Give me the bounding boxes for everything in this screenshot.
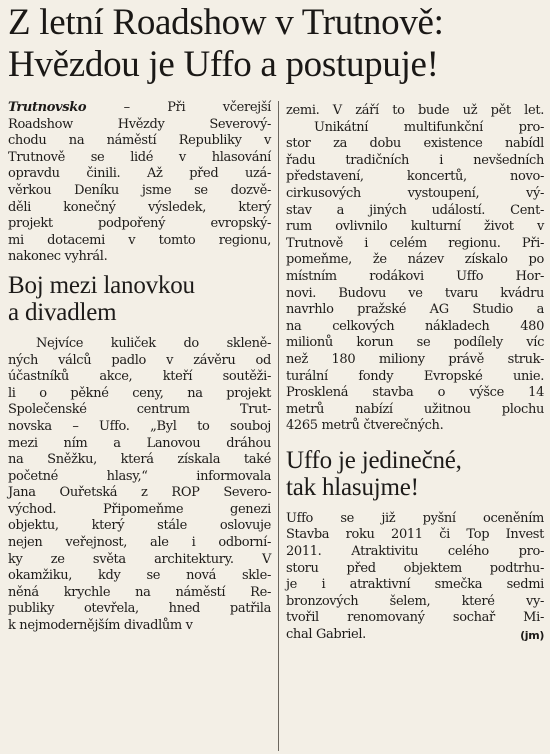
text-line: než 180 miliony právě struk- (286, 351, 544, 367)
text-line: bronzových šelem, které vy- (286, 593, 544, 609)
text-line: stav a jiných událostí. Cent- (286, 202, 544, 218)
left-column (8, 100, 271, 635)
text-line: chal Gabriel. (286, 627, 366, 643)
text-line-rest: – Při včerejší (86, 100, 271, 115)
text-line: metrů nabízí užitnou plochu (286, 401, 544, 417)
text-line: zemi. V září to bude už pět let. (286, 103, 544, 118)
text-line: turální fondy Evropské unie. (286, 368, 544, 384)
headline-line-1: Z letní Roadshow v Trutnově: (8, 2, 444, 43)
text-line: Společenské centrum Trut- (8, 402, 271, 418)
right-column (286, 103, 544, 644)
text-line: něná krychle na náměstí Re- (8, 584, 271, 600)
text-line: opravdu činili. Až před uzá- (8, 166, 271, 182)
article-headline (8, 2, 544, 86)
text-line: mi dotacemi v tomto regionu, (8, 232, 271, 248)
text-line: objektu, který stále oslovuje (8, 518, 271, 534)
subheading-boj-line-2: a divadlem (8, 298, 117, 326)
text-line: děli konečný výsledek, který (8, 199, 271, 215)
text-line: projekt podpořený evropský- (8, 216, 271, 232)
text-line: představení, koncertů, novo- (286, 169, 544, 185)
text-line: Nejvíce kuliček do skleně- (36, 335, 271, 351)
text-line: Unikátní multifunkční pro- (314, 119, 544, 135)
text-line: chodu na náměstí Republiky v (8, 133, 271, 149)
text-line: Uffo se již pyšní oceněním (286, 510, 544, 526)
column-divider (278, 101, 279, 751)
subheading-uffo-line-2: tak hlasujme! (286, 473, 419, 501)
text-line: li o pěkné ceny, na projekt (8, 385, 271, 401)
headline-line-2: Hvězdou je Uffo a postupuje! (8, 44, 439, 85)
text-line: tvořil renomovaný sochař Mi- (286, 610, 544, 626)
subheading-uffo-line-1: Uffo je jedinečné, (286, 446, 462, 474)
text-line (8, 100, 271, 117)
section1-paragraph (8, 336, 271, 635)
text-line: pomeňme, že název získalo po (286, 252, 544, 268)
dateline-place: Trutnovsko (8, 100, 87, 115)
text-line: Roadshow Hvězdy Severový- (8, 116, 271, 132)
text-line: mezi ním a Lanovou dráhou (8, 435, 271, 451)
text-line: početné hlasy,“ informovala (8, 468, 271, 484)
text-line: Trutnově se lidé v hlasování (8, 149, 271, 165)
continuation-paragraph (286, 103, 544, 435)
text-line: ných válců padlo v závěru od (8, 352, 271, 368)
text-line: k nejmodernějším divadlům v (8, 618, 193, 634)
text-line: rum ovlivnilo kulturní život v (286, 219, 544, 235)
text-line: 4265 metrů čtverečných. (286, 418, 444, 434)
text-line: milionů korun se podílely víc (286, 335, 544, 351)
subheading-uffo (286, 447, 544, 501)
text-line: je i atraktivní smečka sedmi (286, 577, 544, 593)
text-line: místním rodákovi Uffo Hor- (286, 268, 544, 284)
subheading-boj-line-1: Boj mezi lanovkou (8, 271, 195, 299)
text-line: nakonec vyhrál. (8, 249, 108, 265)
text-line: Trutnově i celém regionu. Při- (286, 235, 544, 251)
author-signature: (jm) (520, 628, 544, 642)
text-line: řadu tradičních i nevšedních (286, 152, 544, 168)
text-line: publiky otevřela, hned patřila (8, 601, 271, 617)
text-line: věrkou Deníku jsme se dozvě- (8, 182, 271, 198)
text-line: východ. Připomeňme genezi (8, 501, 271, 517)
text-line: stor za dobu existence nabídl (286, 136, 544, 152)
text-line: na celkových nákladech 480 (286, 318, 544, 334)
text-line: novi. Budovu ve tvaru kvádru (286, 285, 544, 301)
lead-paragraph (8, 100, 271, 266)
text-line: ky ze světa architektury. V (8, 551, 271, 567)
text-line: Prosklená stavba o výšce 14 (286, 385, 544, 401)
text-line: novska – Uffo. „Byl to souboj (8, 418, 271, 434)
section2-paragraph (286, 511, 544, 644)
text-line: okamžiku, kdy se nová skle- (8, 568, 271, 584)
text-line: navrhlo pražské AG Studio a (286, 302, 544, 318)
text-line: na Sněžku, která získala také (8, 452, 271, 468)
text-line: nejen veřejnost, ale i odborní- (8, 535, 271, 551)
text-line: storu před objektem podtrhu- (286, 560, 544, 576)
text-line: Jana Ouřetská z ROP Severo- (8, 485, 271, 501)
text-line: 2011. Atraktivitu celého pro- (286, 544, 544, 560)
text-line: Stavba roku 2011 či Top Invest (286, 527, 544, 543)
text-line: cirkusových vystoupení, vý- (286, 185, 544, 201)
subheading-boj (8, 272, 271, 326)
text-line: účastníků akce, kteří soutěži- (8, 369, 271, 385)
